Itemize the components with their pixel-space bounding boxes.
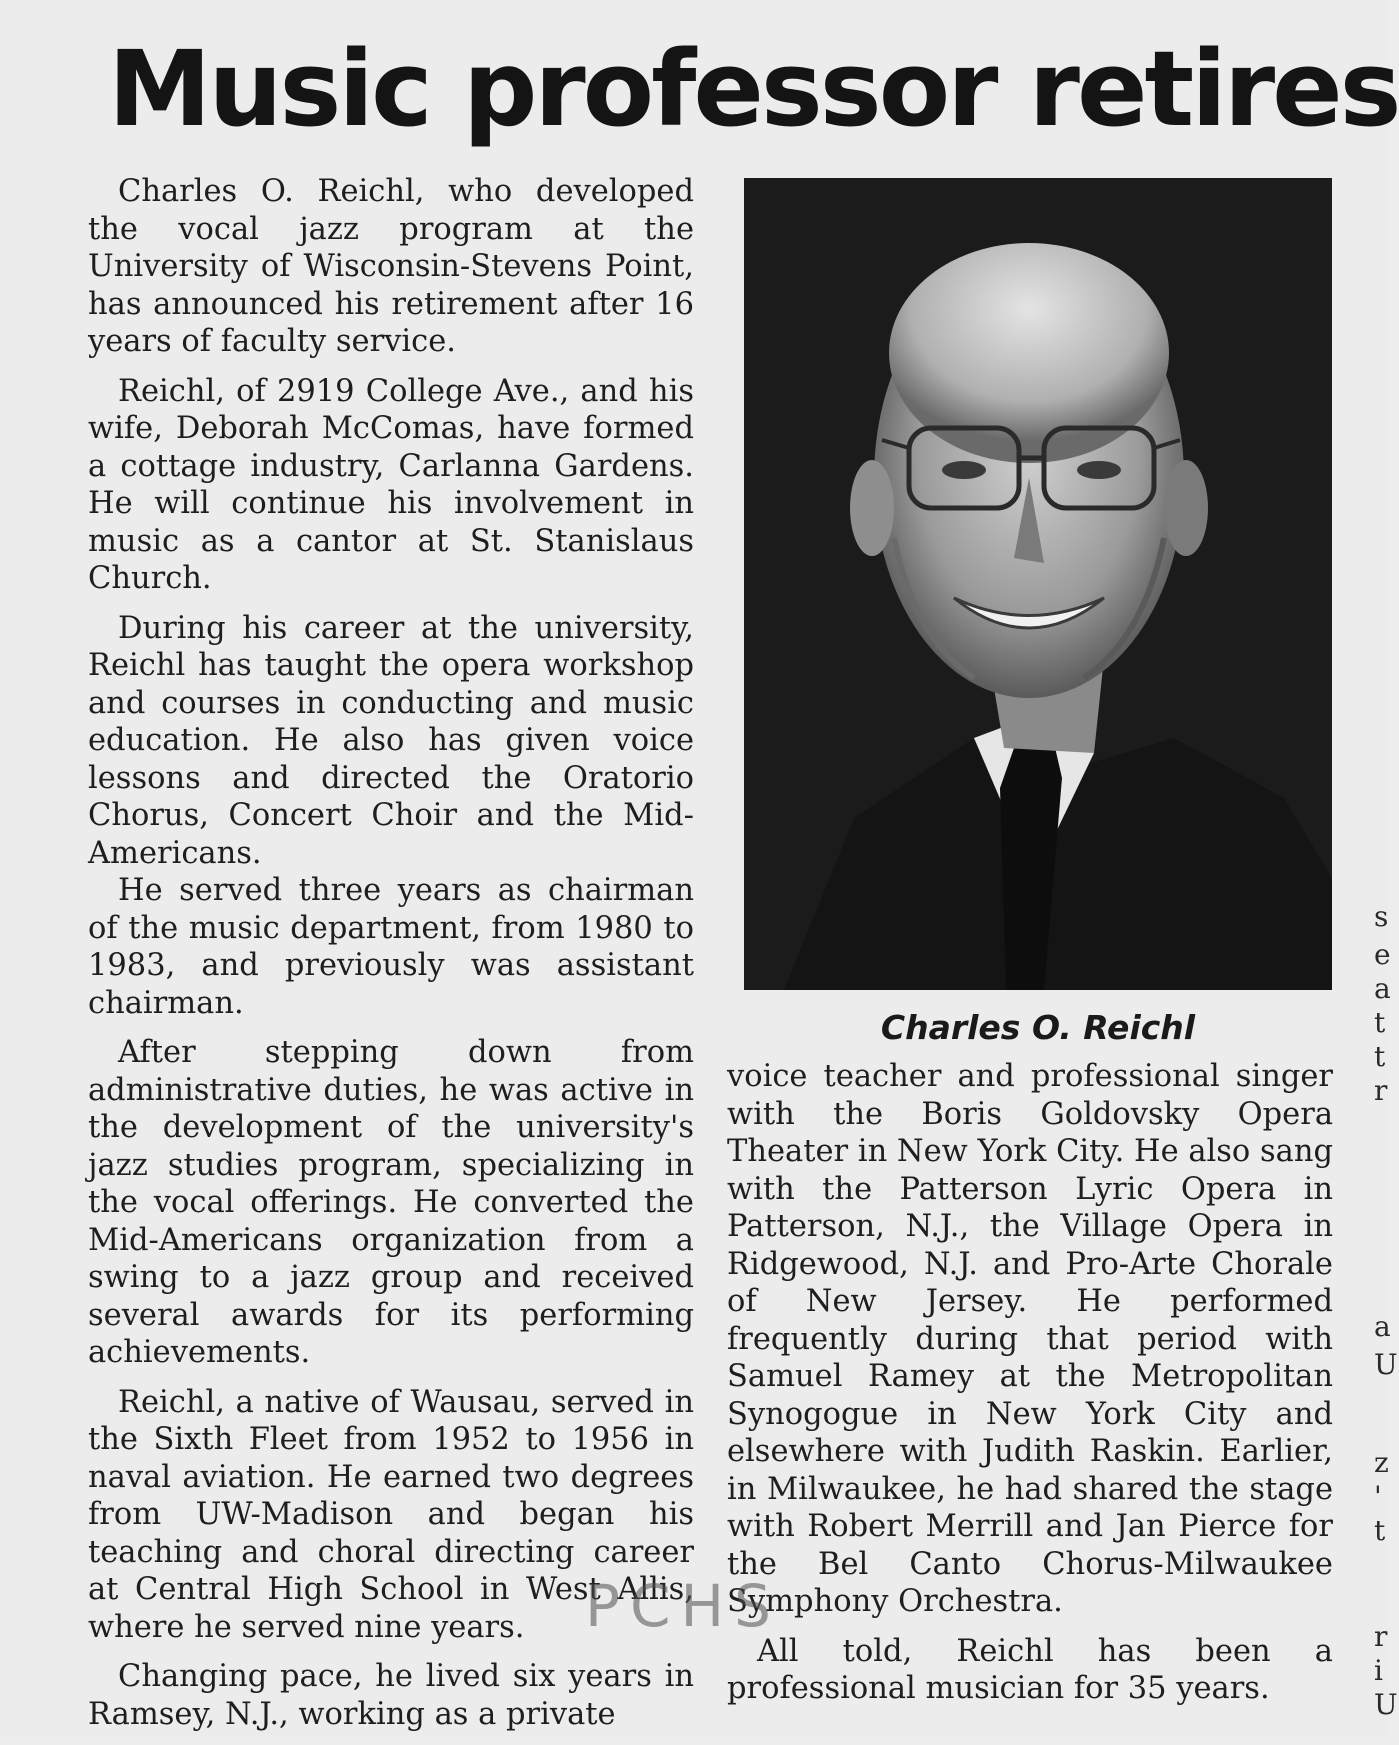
paragraph: During his career at the university, Reichl has taught the opera workshop and courses in conducting and music education. He also has given voice lessons and directed the Oratorio Chorus, Concert Choir and the Mid-Americans. [88, 610, 694, 871]
article-column-left [88, 173, 694, 1745]
edge-letter: i [1374, 1654, 1383, 1687]
paragraph: Reichl, of 2919 College Ave., and his wife, Deborah McComas, have formed a cottage industry, Carlanna Gardens. He will continue his involvement in music as a cantor at St. Stanislaus Church. [88, 373, 694, 596]
paragraph: Reichl, a native of Wausau, served in the Sixth Fleet from 1952 to 1956 in naval aviation. He earned two degrees from UW-Madison and began his teaching and choral directing career at Central High School in West Allis, where he served nine years. [88, 1384, 694, 1645]
edge-letter: a [1374, 972, 1391, 1005]
portrait-photo [744, 178, 1332, 990]
edge-letter: r [1374, 1620, 1388, 1653]
edge-letter: r [1374, 1074, 1388, 1107]
edge-letter: s [1374, 900, 1389, 933]
paragraph: After stepping down from administrative duties, he was active in the development of the university's jazz studies program, specializing in the vocal offerings. He converted the Mid-Americans organization from a swing to a jazz group and received several awards for its performing achievements. [88, 1035, 694, 1370]
edge-letter: U [1374, 1688, 1398, 1721]
edge-letter: t [1374, 1040, 1386, 1073]
photo-caption: Charles O. Reichl [880, 1008, 1196, 1047]
paragraph: Changing pace, he lived six years in Ramsey, N.J., working as a private [88, 1659, 694, 1732]
article-column-right [727, 1058, 1333, 1720]
paragraph: Charles O. Reichl, who developed the vocal jazz program at the University of Wisconsin-Stevens Point, has announced his retirement after 16 years of faculty service. [88, 174, 694, 359]
watermark: PCHS [585, 1572, 781, 1640]
edge-letter: U [1374, 1348, 1398, 1381]
edge-letter: t [1374, 1514, 1386, 1547]
edge-letter: ' [1374, 1480, 1382, 1513]
paragraph: All told, Reichl has been a professional musician for 35 years. [727, 1633, 1333, 1706]
adjacent-column-fragment [1372, 160, 1398, 1739]
edge-letter: t [1374, 1006, 1386, 1039]
edge-letter: e [1374, 938, 1391, 971]
paragraph: voice teacher and professional singer with the Boris Goldovsky Opera Theater in New York City. He also sang with the Patterson Lyric Opera in Patterson, N.J., the Village Opera in Ridgewood, N.J. and Pro-Arte Chorale of New Jersey. He performed frequently during that period with Samuel Ramey at the Metropolitan Synogogue in New York City and elsewhere with Judith Raskin. Earlier, in Milwaukee, he had shared the stage with Robert Merrill and Jan Pierce for the Bel Canto Chorus-Milwaukee Symphony Orchestra. [727, 1059, 1333, 1619]
portrait-illustration [744, 178, 1332, 990]
edge-letter: z [1374, 1446, 1389, 1479]
headline: Music professor retires [108, 28, 1399, 150]
paragraph: He served three years as chairman of the music department, from 1980 to 1983, and previously was assistant chairman. [88, 873, 694, 1021]
edge-letter: a [1374, 1310, 1391, 1343]
